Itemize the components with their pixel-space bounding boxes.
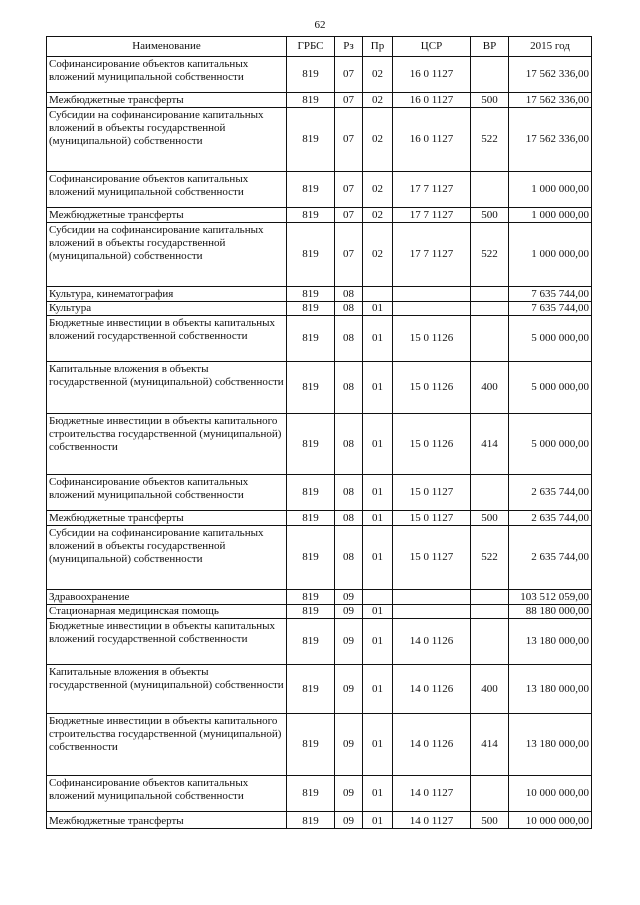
row-grbs: 819 — [287, 475, 335, 511]
row-csr: 15 0 1126 — [393, 362, 471, 414]
row-amount: 5 000 000,00 — [509, 316, 592, 362]
row-amount: 1 000 000,00 — [509, 223, 592, 287]
row-amount: 5 000 000,00 — [509, 414, 592, 475]
row-csr: 16 0 1127 — [393, 93, 471, 108]
row-name: Бюджетные инвестиции в объекты капитальных вложений государственной собственности — [47, 619, 287, 665]
col-header-pr: Пр — [363, 37, 393, 57]
row-grbs: 819 — [287, 223, 335, 287]
row-rz: 09 — [335, 619, 363, 665]
row-name: Межбюджетные трансферты — [47, 812, 287, 829]
row-vr: 500 — [471, 812, 509, 829]
col-header-vr: ВР — [471, 37, 509, 57]
row-rz: 09 — [335, 605, 363, 619]
row-name: Стационарная медицинская помощь — [47, 605, 287, 619]
table-row — [47, 619, 592, 665]
row-name: Софинансирование объектов капитальных вложений муниципальной собственности — [47, 776, 287, 812]
row-grbs: 819 — [287, 619, 335, 665]
row-csr: 16 0 1127 — [393, 108, 471, 172]
row-vr — [471, 316, 509, 362]
row-grbs: 819 — [287, 812, 335, 829]
table-row — [47, 208, 592, 223]
row-amount: 13 180 000,00 — [509, 714, 592, 776]
row-pr — [363, 287, 393, 302]
row-csr: 16 0 1127 — [393, 57, 471, 93]
row-amount: 2 635 744,00 — [509, 526, 592, 590]
row-rz: 09 — [335, 590, 363, 605]
row-name: Субсидии на софинансирование капитальных вложений в объекты государственной (муниципальной) собственности — [47, 526, 287, 590]
table-row — [47, 287, 592, 302]
row-csr: 15 0 1127 — [393, 475, 471, 511]
row-pr: 01 — [363, 302, 393, 316]
row-csr: 14 0 1126 — [393, 714, 471, 776]
row-csr: 15 0 1126 — [393, 414, 471, 475]
row-name: Межбюджетные трансферты — [47, 208, 287, 223]
row-amount: 7 635 744,00 — [509, 287, 592, 302]
table-row — [47, 590, 592, 605]
row-vr: 414 — [471, 414, 509, 475]
row-grbs: 819 — [287, 172, 335, 208]
row-grbs: 819 — [287, 714, 335, 776]
row-rz: 07 — [335, 93, 363, 108]
row-rz: 09 — [335, 665, 363, 714]
col-header-year: 2015 год — [509, 37, 592, 57]
row-pr: 01 — [363, 362, 393, 414]
row-name: Бюджетные инвестиции в объекты капитального строительства государственной (муниципальной) собственности — [47, 714, 287, 776]
table-row — [47, 414, 592, 475]
row-vr — [471, 605, 509, 619]
row-amount: 10 000 000,00 — [509, 776, 592, 812]
row-pr: 02 — [363, 108, 393, 172]
col-header-name: Наименование — [47, 37, 287, 57]
col-header-csr: ЦСР — [393, 37, 471, 57]
row-amount: 13 180 000,00 — [509, 665, 592, 714]
row-amount: 1 000 000,00 — [509, 208, 592, 223]
row-vr — [471, 57, 509, 93]
row-pr: 01 — [363, 414, 393, 475]
row-grbs: 819 — [287, 511, 335, 526]
row-vr — [471, 619, 509, 665]
row-rz: 08 — [335, 414, 363, 475]
row-amount: 10 000 000,00 — [509, 812, 592, 829]
row-rz: 09 — [335, 714, 363, 776]
row-grbs: 819 — [287, 776, 335, 812]
row-grbs: 819 — [287, 665, 335, 714]
row-rz: 09 — [335, 776, 363, 812]
table-row — [47, 223, 592, 287]
row-pr: 01 — [363, 812, 393, 829]
row-pr: 02 — [363, 57, 393, 93]
table-row — [47, 665, 592, 714]
row-csr: 14 0 1126 — [393, 619, 471, 665]
row-amount: 17 562 336,00 — [509, 108, 592, 172]
row-grbs: 819 — [287, 287, 335, 302]
row-rz: 08 — [335, 316, 363, 362]
table-row — [47, 108, 592, 172]
row-name: Бюджетные инвестиции в объекты капитального строительства государственной (муниципальной) собственности — [47, 414, 287, 475]
table-row — [47, 776, 592, 812]
row-grbs: 819 — [287, 526, 335, 590]
row-grbs: 819 — [287, 93, 335, 108]
row-amount: 17 562 336,00 — [509, 93, 592, 108]
row-vr — [471, 475, 509, 511]
row-rz: 08 — [335, 362, 363, 414]
table-row — [47, 57, 592, 93]
row-name: Софинансирование объектов капитальных вложений муниципальной собственности — [47, 172, 287, 208]
row-csr: 17 7 1127 — [393, 223, 471, 287]
row-amount: 103 512 059,00 — [509, 590, 592, 605]
row-csr: 15 0 1127 — [393, 526, 471, 590]
row-name: Софинансирование объектов капитальных вложений муниципальной собственности — [47, 57, 287, 93]
table-row — [47, 316, 592, 362]
table-row — [47, 302, 592, 316]
row-rz: 08 — [335, 526, 363, 590]
row-vr: 400 — [471, 362, 509, 414]
row-amount: 2 635 744,00 — [509, 475, 592, 511]
row-grbs: 819 — [287, 590, 335, 605]
row-rz: 09 — [335, 812, 363, 829]
row-name: Субсидии на софинансирование капитальных вложений в объекты государственной (муниципальной) собственности — [47, 108, 287, 172]
row-name: Межбюджетные трансферты — [47, 511, 287, 526]
row-amount: 5 000 000,00 — [509, 362, 592, 414]
row-rz: 07 — [335, 57, 363, 93]
row-vr: 522 — [471, 108, 509, 172]
row-pr: 01 — [363, 316, 393, 362]
row-csr: 17 7 1127 — [393, 172, 471, 208]
row-name: Культура, кинематография — [47, 287, 287, 302]
row-amount: 1 000 000,00 — [509, 172, 592, 208]
row-pr: 02 — [363, 93, 393, 108]
row-amount: 13 180 000,00 — [509, 619, 592, 665]
row-csr: 17 7 1127 — [393, 208, 471, 223]
row-vr — [471, 287, 509, 302]
table-row — [47, 93, 592, 108]
row-name: Софинансирование объектов капитальных вложений муниципальной собственности — [47, 475, 287, 511]
row-csr — [393, 605, 471, 619]
row-csr: 14 0 1127 — [393, 812, 471, 829]
row-pr: 02 — [363, 172, 393, 208]
row-grbs: 819 — [287, 208, 335, 223]
row-name: Субсидии на софинансирование капитальных вложений в объекты государственной (муниципальной) собственности — [47, 223, 287, 287]
row-vr: 500 — [471, 511, 509, 526]
row-rz: 08 — [335, 475, 363, 511]
row-rz: 07 — [335, 208, 363, 223]
row-rz: 08 — [335, 287, 363, 302]
row-grbs: 819 — [287, 302, 335, 316]
row-grbs: 819 — [287, 362, 335, 414]
row-vr: 522 — [471, 526, 509, 590]
row-csr: 15 0 1126 — [393, 316, 471, 362]
row-grbs: 819 — [287, 108, 335, 172]
row-pr: 01 — [363, 475, 393, 511]
row-vr — [471, 776, 509, 812]
row-amount: 17 562 336,00 — [509, 57, 592, 93]
row-vr — [471, 590, 509, 605]
row-vr: 522 — [471, 223, 509, 287]
row-pr: 01 — [363, 619, 393, 665]
table-row — [47, 172, 592, 208]
row-vr: 500 — [471, 208, 509, 223]
row-csr: 14 0 1127 — [393, 776, 471, 812]
row-csr — [393, 287, 471, 302]
row-name: Здравоохранение — [47, 590, 287, 605]
row-grbs: 819 — [287, 605, 335, 619]
row-grbs: 819 — [287, 316, 335, 362]
row-name: Капитальные вложения в объекты государственной (муниципальной) собственности — [47, 665, 287, 714]
table-row — [47, 475, 592, 511]
row-name: Культура — [47, 302, 287, 316]
table-row — [47, 605, 592, 619]
row-name: Межбюджетные трансферты — [47, 93, 287, 108]
row-csr — [393, 590, 471, 605]
table-row — [47, 714, 592, 776]
row-csr — [393, 302, 471, 316]
row-pr: 01 — [363, 665, 393, 714]
row-rz: 08 — [335, 302, 363, 316]
table-row — [47, 511, 592, 526]
row-pr: 01 — [363, 526, 393, 590]
row-csr: 15 0 1127 — [393, 511, 471, 526]
row-pr: 01 — [363, 714, 393, 776]
row-name: Бюджетные инвестиции в объекты капитальных вложений государственной собственности — [47, 316, 287, 362]
table-row — [47, 362, 592, 414]
row-pr: 02 — [363, 223, 393, 287]
row-rz: 07 — [335, 223, 363, 287]
row-vr — [471, 172, 509, 208]
row-csr: 14 0 1126 — [393, 665, 471, 714]
row-rz: 08 — [335, 511, 363, 526]
page-number: 62 — [314, 19, 326, 31]
row-grbs: 819 — [287, 414, 335, 475]
row-rz: 07 — [335, 172, 363, 208]
header-row — [47, 37, 592, 57]
row-pr: 01 — [363, 776, 393, 812]
row-grbs: 819 — [287, 57, 335, 93]
table-row — [47, 812, 592, 829]
row-amount: 88 180 000,00 — [509, 605, 592, 619]
table-row — [47, 526, 592, 590]
row-vr — [471, 302, 509, 316]
row-amount: 2 635 744,00 — [509, 511, 592, 526]
budget-table — [46, 36, 592, 829]
row-vr: 500 — [471, 93, 509, 108]
row-pr: 01 — [363, 511, 393, 526]
row-pr — [363, 590, 393, 605]
row-pr: 02 — [363, 208, 393, 223]
col-header-rz: Рз — [335, 37, 363, 57]
col-header-grbs: ГРБС — [287, 37, 335, 57]
row-rz: 07 — [335, 108, 363, 172]
row-pr: 01 — [363, 605, 393, 619]
row-name: Капитальные вложения в объекты государственной (муниципальной) собственности — [47, 362, 287, 414]
row-amount: 7 635 744,00 — [509, 302, 592, 316]
row-vr: 400 — [471, 665, 509, 714]
row-vr: 414 — [471, 714, 509, 776]
